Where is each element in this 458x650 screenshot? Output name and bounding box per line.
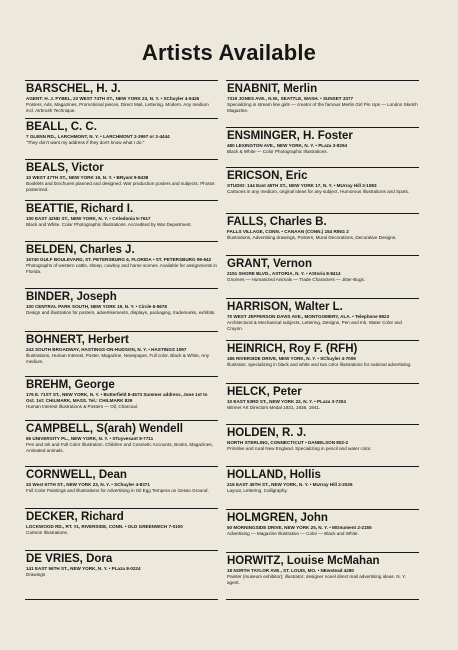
- left-column: [25, 80, 218, 600]
- artist-address: AGENT: H. J. FYBEL, 23 WEST 74TH ST., NEW YORK 23, N. Y. • SChuyler 4-6426: [26, 96, 200, 101]
- artist-name: BELDEN, Charles J.: [26, 244, 135, 256]
- artist-entry: [25, 420, 218, 466]
- artist-address: FALLS VILLAGE, CONN. • CANAAN (CONN.) 154 RING 2: [227, 229, 349, 234]
- artist-address: 100 EAST 42ND ST., NEW YORK, N. Y. • CAledonia 5-7617: [26, 216, 151, 221]
- artist-name: GRANT, Vernon: [227, 258, 312, 270]
- artist-name: DECKER, Richard: [26, 511, 124, 523]
- artist-name: CORNWELL, Dean: [26, 469, 127, 481]
- artist-address: 216 EAST 45TH ST., NEW YORK, N. Y. • MUrray Hill 2-2026: [227, 482, 353, 487]
- artist-entry: [25, 331, 218, 376]
- artist-entry: [25, 550, 218, 596]
- artist-address: 186 RIVERSIDE DRIVE, NEW YORK, N. Y. • SChuyler 4-7009: [227, 356, 356, 361]
- artist-columns: [25, 80, 419, 600]
- artist-name: BEALL, C. C.: [26, 121, 97, 133]
- artist-name: HOLLAND, Hollis: [227, 469, 321, 481]
- artist-name: FALLS, Charles B.: [227, 216, 327, 228]
- artist-name: ERICSON, Eric: [227, 170, 308, 182]
- artist-entry: [226, 167, 419, 213]
- artist-address: 100 CENTRAL PARK SOUTH, NEW YORK 19, N. Y. • Circle 6-5678: [26, 304, 167, 309]
- artist-entry: [226, 213, 419, 255]
- artist-description: Booklets and brochures planned and designed. War production posters and subjects. Photos posterized.: [26, 180, 215, 192]
- artist-entry: [25, 508, 218, 550]
- artist-entry: [226, 383, 419, 424]
- artist-description: Cartoon Illustrations.: [26, 529, 69, 535]
- artist-description: "They don't want my address if they don't know what I do.": [26, 139, 145, 145]
- artist-entry: [226, 340, 419, 383]
- artist-address: 65 UNIVERSITY PL., NEW YORK, N. Y. • STuyvesant 9-7711: [26, 436, 154, 441]
- artist-description: Posters, Ads, Magazines, Promotional pieces, Direct Mail, Lettering. Modern. Any medium incl. Airbrush Technique.: [26, 101, 209, 113]
- artist-entry: [226, 298, 419, 340]
- artist-entry: [25, 376, 218, 420]
- artist-description: Full Color Paintings and Illustrations for Advertising in Oil Egg Tempera on Gesso Ground.: [26, 487, 209, 493]
- artist-address: 243 SOUTH BROADWAY, HASTINGS-ON-HUDSON, N. Y. • HASTINGS 1097: [26, 347, 187, 352]
- artist-name: HARRISON, Walter L.: [227, 301, 343, 313]
- artist-address: 10 WEST 47TH ST., NEW YORK 19, N. Y. • BRyant 9-8438: [26, 175, 149, 180]
- artist-entry: [226, 509, 419, 552]
- artist-name: BINDER, Joseph: [26, 291, 117, 303]
- artist-description: Pen and Ink and Full Color Illustration. Children and Cosmetic Accounts, Books, Magazines, Animated animals.: [26, 441, 213, 453]
- artist-name: HORWITZ, Louise McMahan: [227, 555, 380, 567]
- artist-name: ENABNIT, Merlin: [227, 83, 318, 95]
- artist-name: HELCK, Peter: [227, 386, 302, 398]
- artist-entry: [25, 466, 218, 508]
- artist-entry: [25, 118, 218, 159]
- artist-address: 50 MORNINGSIDE DRIVE, NEW YORK 25, N. Y. • MOnument 2-2155: [227, 525, 372, 530]
- artist-entry: [226, 466, 419, 509]
- artist-description: Human Interest Illustrations & Posters — Oil, Charcoal.: [26, 403, 139, 409]
- artist-name: BEALS, Victor: [26, 162, 104, 174]
- right-column: [226, 80, 419, 600]
- artist-entry: [226, 552, 419, 598]
- artist-entry: [226, 255, 419, 298]
- artist-name: BOHNERT, Herbert: [26, 334, 129, 346]
- artist-name: HOLMGREN, John: [227, 512, 328, 524]
- artist-description: Architectural & Mechanical subjects, Lettering, Designs, Pen and Ink, Water Color and Crayon.: [227, 319, 402, 331]
- artist-entry: [25, 200, 218, 241]
- artist-name: HOLDEN, R. J.: [227, 427, 307, 439]
- page-title: Artists Available: [141, 40, 317, 65]
- artist-description: Design and illustration for posters, advertisements, displays, packaging, trademarks, exhibits.: [26, 309, 216, 315]
- artist-entry: [226, 424, 419, 466]
- artist-description: Painter (museum exhibitor); illustrator; designer novel direct mail advertising ideas. N. Y. agent.: [227, 573, 406, 585]
- artist-entry: [25, 241, 218, 288]
- artist-name: BARSCHEL, H. J.: [26, 83, 121, 95]
- artist-description: Gnomes — Humanized Animals — Trade Characters — Jitter-Bugs.: [227, 276, 366, 282]
- artist-entry: [25, 288, 218, 331]
- artist-address: 10 EAST 53RD ST., NEW YORK 22, N. Y. • PLaza 3-7204: [227, 399, 346, 404]
- artist-name: DE VRIES, Dora: [26, 553, 113, 565]
- artist-name: ENSMINGER, H. Foster: [227, 130, 353, 142]
- artist-name: HEINRICH, Roy F. (RFH): [227, 343, 358, 355]
- artist-description: Illustrations, Human Interest, Poster, Magazine, Newspaper, Full color, Black & White, Any medium.: [26, 352, 210, 364]
- artist-address: 70 WEST JEFFERSON DAVIS AVE., MONTGOMERY, ALA. • Telephone 8923: [227, 314, 390, 319]
- artist-address: 480 LEXINGTON AVE., NEW YORK, N. Y. • PLaza 3-8294: [227, 143, 348, 148]
- artist-description: Winner Art Directors Medal 1931, 1936, 1941.: [227, 404, 321, 410]
- artist-address: 7319 JONES AVE., N.W., SEATTLE, WASH. • SUNSET 3377: [227, 96, 354, 101]
- artist-description: Primitive and rural New England. Specializing in pencil and water color.: [227, 445, 372, 451]
- artist-description: Photographs of western cattle, sheep, cowboy and horse scenes. Available for assignments in Florida.: [26, 262, 217, 274]
- artist-address: STUDIO: 144 East 45TH ST., NEW YORK 17, N. Y. • MUrray Hill 2-1583: [227, 183, 377, 188]
- artist-name: CAMPBELL, S(arah) Wendell: [26, 423, 183, 435]
- artist-address: 18 NORTH TAYLOR AVE., ST. LOUIS, MO. • NEwstead 4280: [227, 568, 354, 573]
- artist-address: 141 EAST 56TH ST., NEW YORK, N. Y. • PLaza 8-0224: [26, 566, 141, 571]
- artist-description: Illustrator, specializing in black and white and two color illustrations for national advertising.: [227, 361, 412, 367]
- artist-entry: [226, 127, 419, 167]
- artist-address: LOCKWOOD RD., RT. #1, RIVERSIDE, CONN. • OLD GREENWICH 7-0100: [26, 524, 183, 529]
- artist-description: Advertising — Magazine Illustration — Color — Black and White.: [227, 530, 359, 536]
- artist-address: 7 GLENN RD., LARCHMONT, N. Y. • LARCHMONT 2-3997 or 2-4444: [26, 134, 170, 139]
- artist-description: Specializing in stream line girls — creator of the famous Merlin Girl Pin Ups — London Sketch Magazine.: [227, 101, 418, 113]
- artist-address: 176 E. 71ST ST., NEW YORK, N. Y. • Butterfield 8-4673 Summer address, June 1st to Oct. 1st: CHILMARK, MASS. Tel.: CHILMARK 829: [26, 392, 208, 403]
- artist-description: Drawings: [26, 571, 46, 577]
- artist-description: Cartoons in any medium, original ideas for any subject, Humorous Illustrations and Spots.: [227, 188, 410, 194]
- artist-entry: [25, 81, 218, 118]
- artist-entry: [25, 159, 218, 200]
- artist-description: Illustrations, Advertising drawings, Posters, Mural Decorations, Decorative Designs.: [227, 234, 397, 240]
- artist-description: Black & White — Color Photographic Illustrations.: [227, 148, 328, 154]
- artist-entry: [226, 81, 419, 127]
- artist-description: Layout, Lettering, Calligraphy.: [227, 487, 288, 493]
- artist-name: BREHM, George: [26, 379, 115, 391]
- artist-name: BEATTIE, Richard I.: [26, 203, 134, 215]
- artist-address: 33 West 67TH ST., NEW YORK 23, N. Y. • SChuyler 4-8371: [26, 482, 150, 487]
- artist-description: Black and White. Color Photographic Illustrations. Accredited by War Department.: [26, 221, 192, 227]
- artist-address: 2151 SHORE BLVD., ASTORIA, N. Y. • AStoria 8-8414: [227, 271, 341, 276]
- artist-address: NORTH STERLING, CONNECTICUT • DANIELSON 802-2: [227, 440, 349, 445]
- artist-address: 16740 GULF BOULEVARD, ST. PETERSBURG 6, FLORIDA • ST. PETERSBURG 99-942: [26, 257, 212, 262]
